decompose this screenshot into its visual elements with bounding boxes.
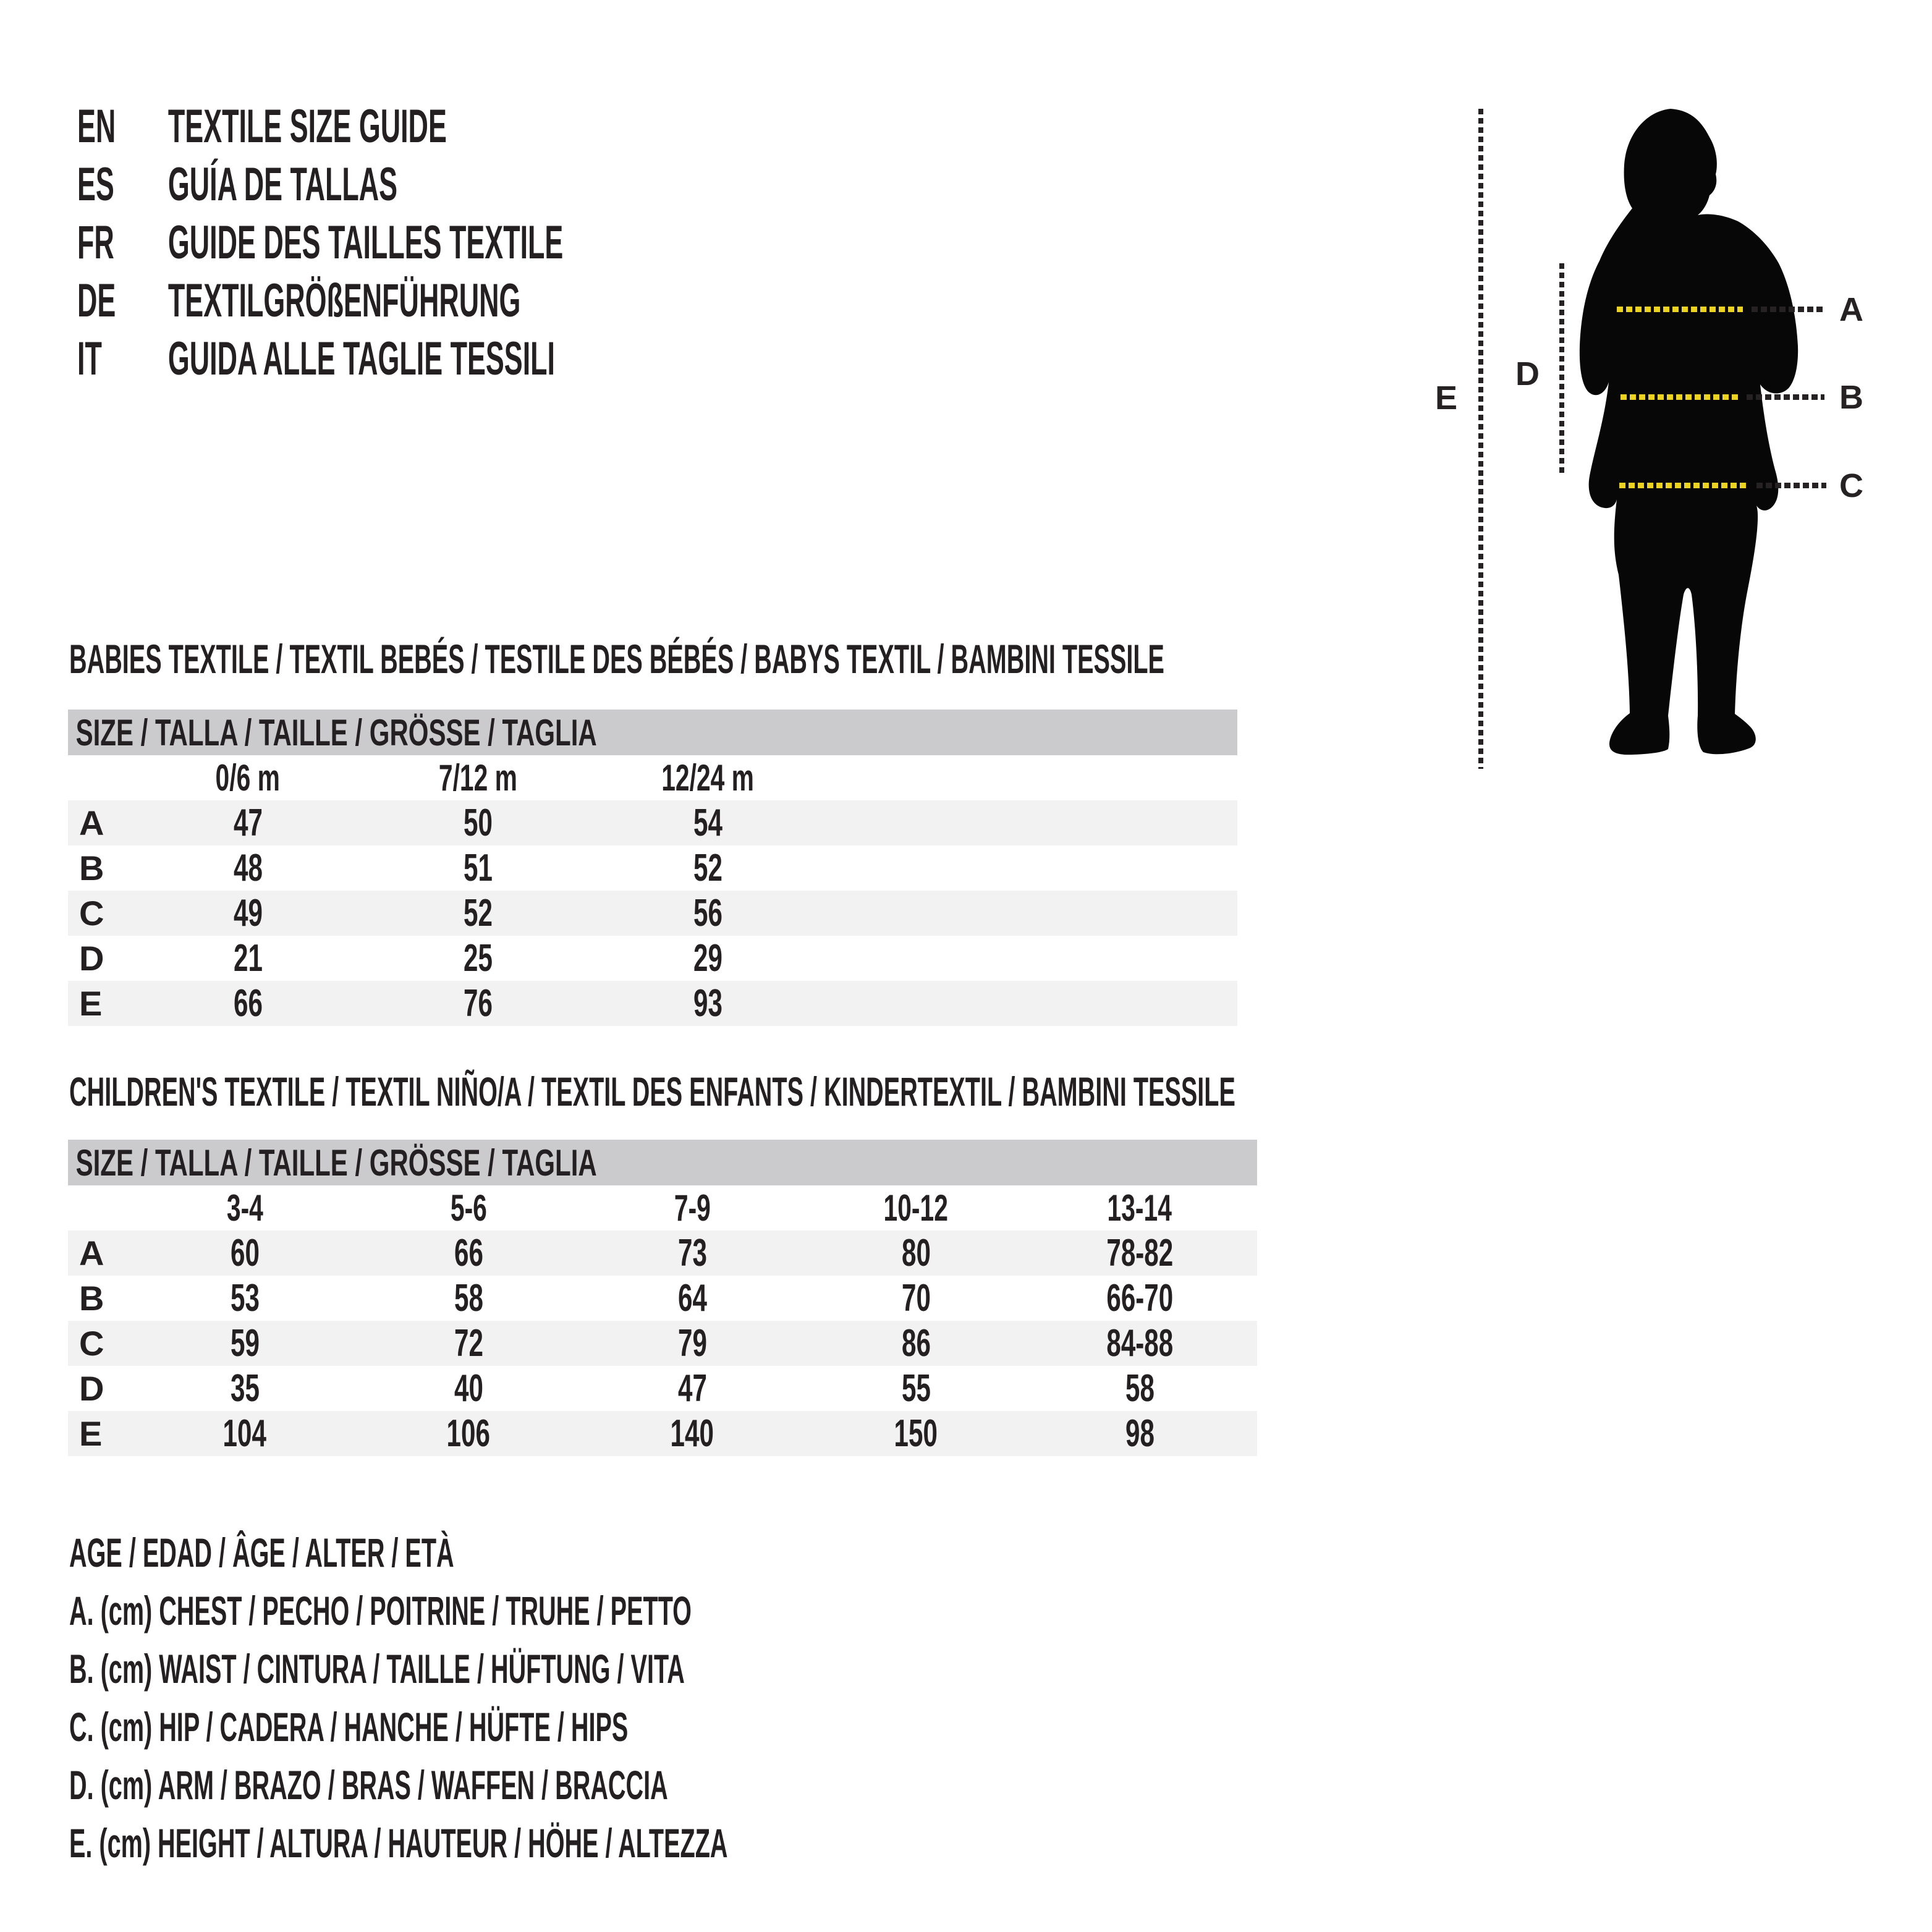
row-label: A bbox=[79, 803, 104, 842]
row-label: A bbox=[79, 1234, 104, 1273]
size-header-label: SIZE / TALLA / TAILLE / GRÖSSE / TAGLIA bbox=[75, 1142, 597, 1184]
row-label: B bbox=[79, 849, 104, 888]
measure-label-E: E bbox=[1435, 379, 1458, 417]
table-row bbox=[68, 1321, 1257, 1366]
legend-line-height: E. (cm) HEIGHT / ALTURA / HAUTEUR / HÖHE / ALTEZZA bbox=[69, 1820, 728, 1866]
size-header-label: SIZE / TALLA / TAILLE / GRÖSSE / TAGLIA bbox=[75, 711, 597, 753]
arm-measure-line-D bbox=[1559, 263, 1564, 473]
size-header-bar bbox=[68, 710, 1237, 755]
row-label: D bbox=[79, 939, 104, 978]
table-row bbox=[68, 1276, 1257, 1321]
table-column-header-row bbox=[68, 1185, 1257, 1231]
legend-line-hip: C. (cm) HIP / CADERA / HANCHE / HÜFTE / HIPS bbox=[69, 1704, 629, 1750]
lang-code: DE bbox=[77, 274, 116, 327]
table-cell: 79 bbox=[677, 1322, 707, 1365]
column-header: 5-6 bbox=[450, 1187, 487, 1229]
measurement-legend bbox=[69, 1523, 1167, 1872]
children-size-table bbox=[68, 1140, 1257, 1456]
hip-measure-dash-yellow bbox=[1619, 483, 1749, 488]
table-column-header-row bbox=[68, 755, 1237, 800]
babies-size-table bbox=[68, 710, 1237, 1026]
measure-label-B: B bbox=[1839, 379, 1863, 416]
row-label: C bbox=[79, 1324, 104, 1363]
table-cell: 80 bbox=[901, 1232, 931, 1274]
measure-label-A: A bbox=[1839, 291, 1863, 328]
legend-line-arm: D. (cm) ARM / BRAZO / BRAS / WAFFEN / BRACCIA bbox=[69, 1762, 668, 1808]
lang-code: EN bbox=[77, 100, 116, 153]
legend-line-waist: B. (cm) WAIST / CINTURA / TAILLE / HÜFTUNG / VITA bbox=[69, 1646, 685, 1692]
legend-line-chest: A. (cm) CHEST / PECHO / POITRINE / TRUHE / PETTO bbox=[69, 1588, 692, 1633]
table-cell: 47 bbox=[233, 802, 263, 844]
table-cell: 64 bbox=[677, 1277, 707, 1320]
table-row bbox=[68, 891, 1237, 936]
column-header: 10-12 bbox=[883, 1187, 949, 1229]
lang-row-it bbox=[77, 330, 563, 388]
column-header: 7-9 bbox=[674, 1187, 711, 1229]
row-label: B bbox=[79, 1279, 104, 1318]
column-header: 3-4 bbox=[226, 1187, 263, 1229]
table-cell: 98 bbox=[1125, 1412, 1155, 1455]
table-cell: 93 bbox=[693, 982, 722, 1025]
table-cell: 35 bbox=[230, 1367, 260, 1410]
table-cell: 150 bbox=[894, 1412, 938, 1455]
table-cell: 78-82 bbox=[1106, 1232, 1173, 1274]
table-cell: 140 bbox=[670, 1412, 714, 1455]
table-cell: 73 bbox=[677, 1232, 707, 1274]
table-cell: 59 bbox=[230, 1322, 260, 1365]
table-cell: 29 bbox=[693, 937, 722, 980]
table-cell: 53 bbox=[230, 1277, 260, 1320]
table-cell: 48 bbox=[233, 847, 263, 889]
lang-row-es bbox=[77, 156, 563, 214]
table-cell: 70 bbox=[901, 1277, 931, 1320]
table-cell: 56 bbox=[693, 892, 722, 934]
table-cell: 52 bbox=[463, 892, 493, 934]
table-cell: 72 bbox=[454, 1322, 483, 1365]
table-cell: 66 bbox=[454, 1232, 483, 1274]
column-header: 13-14 bbox=[1107, 1187, 1172, 1229]
guide-title-es: GUÍA DE TALLAS bbox=[167, 158, 398, 211]
column-header: 12/24 m bbox=[661, 757, 754, 799]
table-cell: 106 bbox=[446, 1412, 491, 1455]
guide-title-fr: GUIDE DES TAILLES TEXTILE bbox=[167, 216, 564, 269]
lang-row-en bbox=[77, 98, 563, 156]
table-cell: 84-88 bbox=[1106, 1322, 1173, 1365]
table-cell: 104 bbox=[222, 1412, 267, 1455]
table-cell: 58 bbox=[1125, 1367, 1155, 1410]
lang-code: FR bbox=[77, 216, 114, 269]
table-row bbox=[68, 800, 1237, 845]
table-cell: 54 bbox=[693, 802, 722, 844]
table-row bbox=[68, 1411, 1257, 1456]
table-cell: 40 bbox=[454, 1367, 483, 1410]
table-cell: 86 bbox=[901, 1322, 931, 1365]
table-row bbox=[68, 1366, 1257, 1411]
children-section-title: CHILDREN'S TEXTILE / TEXTIL NIÑO/A / TEXTIL DES ENFANTS / KINDERTEXTIL / BAMBINI TESSILE bbox=[69, 1069, 1235, 1114]
legend-line-age: AGE / EDAD / ÂGE / ALTER / ETÀ bbox=[69, 1530, 454, 1575]
size-header-bar bbox=[68, 1140, 1257, 1185]
guide-title-de: TEXTILGRÖßENFÜHRUNG bbox=[167, 274, 521, 327]
table-cell: 21 bbox=[233, 937, 263, 980]
column-header: 7/12 m bbox=[438, 757, 517, 799]
lang-code: IT bbox=[77, 333, 102, 385]
table-cell: 51 bbox=[463, 847, 493, 889]
lang-row-de bbox=[77, 272, 563, 330]
waist-measure-dash-dark bbox=[1747, 394, 1824, 400]
language-header bbox=[77, 98, 901, 388]
guide-title-it: GUIDA ALLE TAGLIE TESSILI bbox=[167, 333, 556, 385]
table-cell: 66 bbox=[233, 982, 263, 1025]
chest-measure-dash-dark bbox=[1752, 307, 1824, 312]
table-cell: 76 bbox=[463, 982, 493, 1025]
table-cell: 52 bbox=[693, 847, 722, 889]
table-cell: 60 bbox=[230, 1232, 260, 1274]
table-row bbox=[68, 981, 1237, 1026]
table-cell: 25 bbox=[463, 937, 493, 980]
lang-row-fr bbox=[77, 214, 563, 272]
measure-label-C: C bbox=[1839, 467, 1863, 504]
height-measure-line-E bbox=[1478, 109, 1483, 769]
hip-measure-dash-dark bbox=[1756, 483, 1826, 488]
table-row bbox=[68, 845, 1237, 891]
chest-measure-dash-yellow bbox=[1617, 307, 1743, 312]
row-label: C bbox=[79, 894, 104, 933]
row-label: E bbox=[79, 984, 103, 1023]
child-silhouette bbox=[1576, 105, 1823, 760]
guide-title-en: TEXTILE SIZE GUIDE bbox=[167, 100, 447, 153]
table-cell: 47 bbox=[677, 1367, 707, 1410]
waist-measure-dash-yellow bbox=[1621, 394, 1738, 400]
column-header: 0/6 m bbox=[215, 757, 281, 799]
row-label: E bbox=[79, 1414, 103, 1453]
table-row bbox=[68, 936, 1237, 981]
table-cell: 50 bbox=[463, 802, 493, 844]
babies-section-title: BABIES TEXTILE / TEXTIL BEBÉS / TESTILE DES BÉBÉS / BABYS TEXTIL / BAMBINI TESSILE bbox=[69, 636, 1164, 682]
measure-label-D: D bbox=[1515, 355, 1540, 392]
table-cell: 66-70 bbox=[1106, 1277, 1173, 1320]
table-cell: 55 bbox=[901, 1367, 931, 1410]
table-cell: 49 bbox=[233, 892, 263, 934]
row-label: D bbox=[79, 1369, 104, 1408]
table-cell: 58 bbox=[454, 1277, 483, 1320]
lang-code: ES bbox=[77, 158, 114, 211]
table-row bbox=[68, 1231, 1257, 1276]
